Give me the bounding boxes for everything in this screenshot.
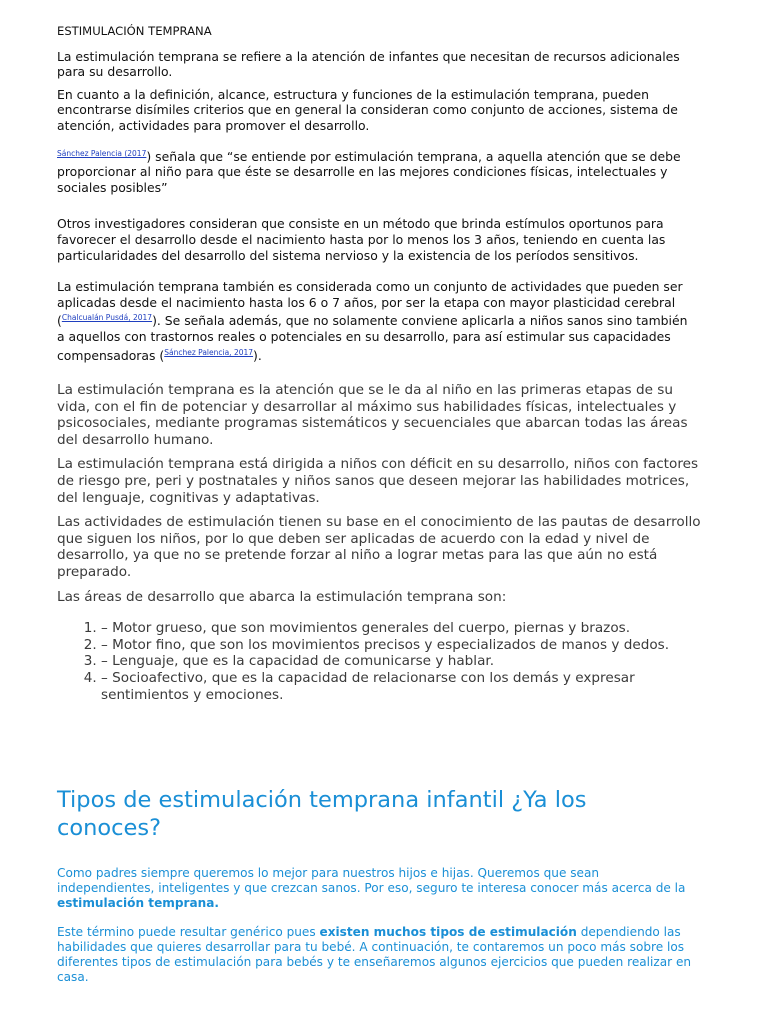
activities-text-a: La estimulación temprana también es considerada como un conjunto de actividades que pueden ser aplicadas desde el nacimiento hasta los 6 o 7 años, por ser la etapa con mayor plasticidad cerebral ( — [57, 279, 683, 329]
section-heading: Tipos de estimulación temprana infantil ¿Ya los conoces? — [57, 787, 587, 841]
term-text-a: Este término puede resultar genérico pues — [57, 924, 320, 939]
paragraph-definition: La estimulación temprana se refiere a la atención de infantes que necesitan de recursos adicionales para su desarrollo. — [57, 48, 680, 80]
paragraph-target: La estimulación temprana está dirigida a niños con déficit en su desarrollo, niños con factores de riesgo pre, peri y postnatales y niños sanos que deseen mejorar las habilidades motrices, del lenguaje, cognitivas y adaptativas. — [57, 456, 699, 506]
parents-text: Como padres siempre queremos lo mejor para nuestros hijos e hijas. Queremos que sean independientes, inteligentes y que crezcan sanos. Por eso, seguro te interesa conocer más acerca de la — [57, 866, 686, 896]
paragraph-basis: Las actividades de estimulación tienen su base en el conocimiento de las pautas de desarrollo que siguen los niños, por lo que deben ser aplicadas de acuerdo con la edad y nivel de desarrollo, ya que no se pretende forzar al niño a lograr metas para las que aún no está preparado. — [57, 514, 701, 580]
paragraph-parents — [57, 866, 693, 912]
list-item: 3. – Lenguaje, que es la capacidad de comunicarse y hablar. — [101, 653, 703, 670]
paragraph-activities — [57, 279, 697, 363]
document-title: ESTIMULACIÓN TEMPRANA — [57, 24, 212, 38]
areas-list — [57, 620, 703, 703]
body-section — [57, 382, 703, 703]
citation-link[interactable]: Chalcualán Pusdá, 2017 — [61, 313, 153, 323]
activities-text-b: ). Se señala además, que no solamente conviene aplicarla a niños sanos sino también a aquellos con trastornos reales o potenciales en su desarrollo, para así estimular sus capacidades compensadoras ( — [57, 313, 688, 363]
list-item: 1. – Motor grueso, que son movimientos generales del cuerpo, piernas y brazos. — [101, 620, 703, 637]
paragraph-other-researchers: Otros investigadores consideran que consiste en un método que brinda estímulos oportunos para favorecer el desarrollo desde el nacimiento hasta por lo menos los 3 años, teniendo en cuenta las particularidades del desarrollo del sistema nervioso y la existencia de los períodos sensitivos. — [57, 216, 666, 263]
quote-text: ) señala que “se entiende por estimulación temprana, a aquella atención que se debe proporcionar al niño para que éste se desarrolle en las mejores condiciones físicas, intelectuales y sociales posibles” — [57, 148, 681, 195]
paragraph-quote — [57, 146, 697, 196]
list-item: 2. – Motor fino, que son los movimientos precisos y especializados de manos y dedos. — [101, 637, 703, 654]
paragraph-criteria: En cuanto a la definición, alcance, estructura y funciones de la estimulación temprana, pueden encontrarse disímiles criterios que en general la consideran como conjunto de acciones, sistema de atención, actividades para promover el desarrollo. — [57, 86, 678, 133]
paragraph-attention: La estimulación temprana es la atención que se le da al niño en las primeras etapas de su vida, con el fin de potenciar y desarrollar al máximo sus habilidades físicas, intelectuales y psicosociales, mediante programas sistemáticos y secuenciales que abarcan todas las áreas del desarrollo humano. — [57, 382, 688, 448]
bold-term: estimulación temprana. — [57, 896, 220, 911]
citation-link[interactable]: Sánchez Palencia (2017 — [57, 148, 147, 158]
intro-section — [57, 24, 697, 363]
activities-text-c: ). — [253, 347, 262, 363]
term-text-b: dependiendo las habilidades que quieres desarrollar para tu bebé. A continuación, te contaremos un poco más sobre los diferentes tipos de estimulación para bebés y te enseñaremos algunos ejercicios que pueden realizar en casa. — [57, 924, 692, 985]
bold-phrase: existen muchos tipos de estimulación — [319, 924, 577, 939]
paragraph-areas-intro: Las áreas de desarrollo que abarca la estimulación temprana son: — [57, 588, 507, 605]
paragraph-term — [57, 925, 693, 986]
types-section — [57, 866, 693, 998]
citation-link[interactable]: Sánchez Palencia, 2017 — [164, 347, 254, 357]
list-item: 4. – Socioafectivo, que es la capacidad de relacionarse con los demás y expresar sentimientos y emociones. — [101, 670, 703, 703]
